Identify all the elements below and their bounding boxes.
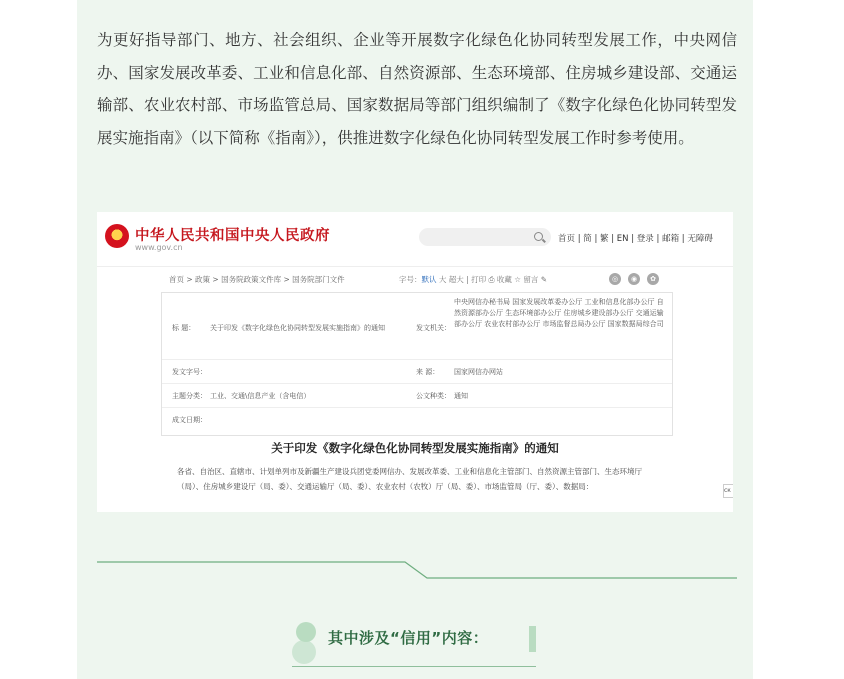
section-heading: 其中涉及“信用”内容： (328, 629, 489, 647)
side-tab[interactable]: ск (723, 484, 733, 498)
font-size-label: 字号： (399, 275, 422, 284)
page-actions[interactable]: | 打印 ⎙ 收藏 ☆ 留言 ✎ (466, 275, 548, 284)
gov-site-screenshot (97, 212, 733, 512)
decorative-divider (97, 556, 737, 586)
font-size-default[interactable]: 默认 (421, 275, 437, 284)
page-tools (399, 274, 547, 285)
meta-source-label: 来 源： (416, 368, 440, 376)
meta-topic-label: 主题分类： (172, 392, 207, 400)
heading-underline (292, 666, 536, 667)
share-weibo-icon[interactable]: ◉ (628, 273, 640, 285)
meta-divider (162, 407, 672, 408)
meta-source-value: 国家网信办网站 (454, 368, 503, 376)
decor-dot (296, 622, 316, 642)
section-heading-block (292, 622, 536, 672)
document-title: 关于印发《数字化绿色化协同转型发展实施指南》的通知 (271, 441, 559, 455)
gov-search-input[interactable] (419, 228, 551, 246)
meta-date-label: 成文日期： (172, 416, 207, 424)
document-body: 各省、自治区、直辖市、计划单列市及新疆生产建设兵团党委网信办、发展改革委、工业和信息化主管部门、自然资源主管部门、生态环境厅（局）、住房城乡建设厅（局、委）、交通运输厅（局、委）、农业农村（农牧）厅（局、委）、市场监管局（厅、委）、数据局： (177, 467, 642, 491)
heading-accent-bar (529, 626, 536, 652)
share-more-icon[interactable]: ✿ (647, 273, 659, 285)
gov-top-links[interactable]: 首页 | 简 | 繁 | EN | 登录 | 邮箱 | 无障碍 (558, 234, 713, 244)
article-panel (77, 0, 753, 679)
meta-topic-value: 工业、交通\信息产业（含电信） (210, 392, 311, 400)
breadcrumb[interactable]: 首页 > 政策 > 国务院政策文件库 > 国务院部门文件 (169, 275, 345, 284)
meta-title-value: 关于印发《数字化绿色化协同转型发展实施指南》的通知 (210, 324, 385, 332)
search-icon[interactable] (534, 232, 543, 241)
font-size-options[interactable]: 大 超大 (438, 275, 464, 284)
article-intro-paragraph: 为更好指导部门、地方、社会组织、企业等开展数字化绿色化协同转型发展工作，中央网信办、国家发展改革委、工业和信息化部、自然资源部、生态环境部、住房城乡建设部、交通运输部、农业农村部、市场监管总局、国家数据局等部门组织编制了《数字化绿色化协同转型发展实施指南》（以下简称《指南》），供推进数字化绿色化协同转型发展工作时参考使用。 (97, 31, 737, 147)
meta-docno-label: 发文字号： (172, 368, 207, 376)
gov-site-title: 中华人民共和国中央人民政府 (135, 228, 330, 244)
meta-title-label: 标 题： (172, 324, 196, 332)
meta-divider (162, 359, 672, 360)
gov-site-header (97, 212, 733, 267)
gov-site-url: www.gov.cn (135, 243, 183, 252)
decor-dot (292, 640, 316, 664)
share-wechat-icon[interactable]: ◎ (609, 273, 621, 285)
meta-issuer-label: 发文机关： (416, 324, 451, 332)
document-meta-table (161, 292, 673, 436)
meta-doctype-label: 公文种类： (416, 392, 451, 400)
meta-issuer-value: 中央网信办秘书局 国家发展改革委办公厅 工业和信息化部办公厅 自然资源部办公厅 生态环境部办公厅 住房城乡建设部办公厅 交通运输部办公厅 农业农村部办公厅 市场监督总局办公厅 国家数据局综合司 (454, 298, 664, 328)
meta-divider (162, 383, 672, 384)
meta-doctype-value: 通知 (454, 392, 468, 400)
national-emblem-icon (105, 224, 129, 248)
